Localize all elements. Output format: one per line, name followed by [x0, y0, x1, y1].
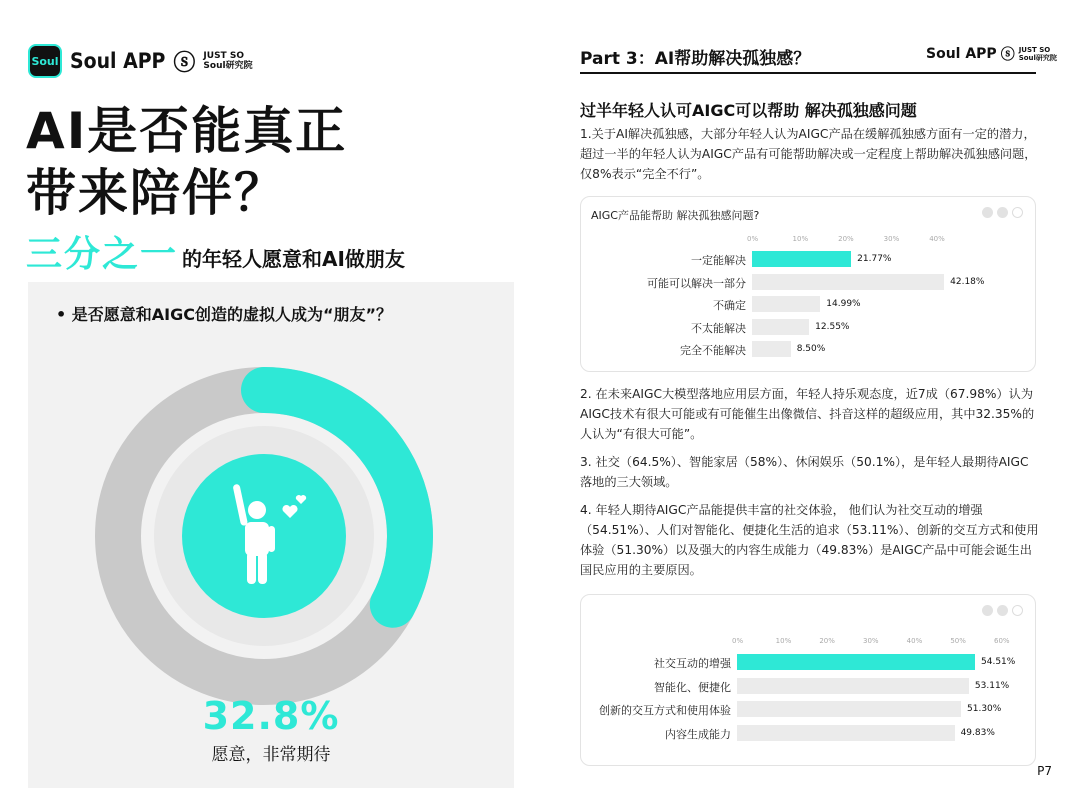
- plus-icon[interactable]: [982, 605, 993, 616]
- chart-1-controls: [982, 207, 1023, 218]
- bar-value-label: 21.77%: [857, 254, 892, 264]
- swirl-logo-icon: ⓢ: [173, 50, 196, 76]
- paragraph-1: 1.关于AI解决孤独感，大部分年轻人认为AIGC产品在缓解孤独感方面有一定的潜力，超过一半的年轻人认为AIGC产品有可能帮助解决或一定程度上帮助解决孤独感问题，仅8%表示“完全不行”。: [580, 127, 1037, 181]
- lab-name-small-bottom: Soul研究院: [1018, 54, 1057, 62]
- survey-question: • 是否愿意和AIGC创造的虚拟人成为“朋友”？: [56, 305, 393, 324]
- axis-tick-label: 0%: [732, 637, 744, 645]
- bar-value-label: 51.30%: [967, 704, 1002, 714]
- bar-category-label: 不太能解决: [691, 321, 746, 335]
- percent-label: 愿意，非常期待: [211, 745, 331, 765]
- minus-icon[interactable]: [997, 605, 1008, 616]
- donut-chart: [94, 366, 434, 706]
- right-page: [540, 0, 1080, 809]
- paragraph-2: 2. 在未来AIGC大模型落地应用层方面，年轻人持乐观态度，近7成（67.98%）认为AIGC技术有很大可能或有可能催生出像微信、抖音这样的超级应用，其中32.35%的人认为“有很大可能”。: [580, 387, 1035, 441]
- bar: [737, 701, 961, 717]
- brand-app-name: Soul APP: [70, 49, 166, 73]
- soul-logo: Soul: [28, 44, 62, 78]
- axis-tick-label: 60%: [994, 637, 1010, 645]
- bar: [752, 251, 851, 267]
- brand-header-small: [926, 44, 1057, 64]
- bar: [737, 654, 975, 670]
- bar-category-label: 一定能解决: [691, 254, 746, 267]
- brand-header: [28, 44, 253, 78]
- header-divider: [580, 72, 1036, 74]
- bar: [737, 678, 969, 694]
- lab-name-small: [1019, 46, 1057, 62]
- axis-tick-label: 0%: [747, 235, 759, 243]
- chart-card-2: [580, 594, 1036, 766]
- page-number: P7: [1037, 764, 1052, 778]
- bar: [752, 319, 809, 335]
- axis-tick-label: 20%: [838, 235, 854, 243]
- minus-icon[interactable]: [997, 207, 1008, 218]
- lab-name-top: JUST SO: [203, 51, 244, 61]
- axis-tick-label: 30%: [863, 637, 879, 645]
- reset-icon[interactable]: [1012, 207, 1023, 218]
- percent-value: 32.8%: [202, 694, 340, 738]
- axis-tick-label: 10%: [792, 235, 809, 243]
- subheadline: [26, 226, 405, 277]
- bar-category-label: 不确定: [713, 299, 746, 312]
- reset-icon[interactable]: [1012, 605, 1023, 616]
- bar: [752, 296, 820, 312]
- headline-line-1: AI是否能真正: [26, 102, 348, 160]
- axis-tick-label: 30%: [883, 235, 900, 243]
- section-title: 过半年轻人认可AIGC可以帮助 解决孤独感问题: [580, 101, 917, 120]
- bar-value-label: 53.11%: [974, 680, 1010, 691]
- headline-line-2: 带来陪伴？: [26, 164, 286, 222]
- axis-tick-label: 20%: [819, 637, 835, 645]
- bar-value-label: 54.51%: [981, 657, 1016, 667]
- bar-value-label: 42.18%: [950, 276, 985, 287]
- bar-category-label: 可能可以解决一部分: [647, 276, 746, 290]
- axis-tick-label: 40%: [929, 235, 945, 243]
- bar-value-label: 8.50%: [796, 344, 826, 354]
- chart-2-controls: [982, 605, 1023, 616]
- donut-panel: [28, 282, 514, 788]
- headline: [26, 100, 347, 224]
- bar-value-label: 14.99%: [826, 299, 861, 309]
- chart-card-1: [580, 196, 1036, 372]
- axis-tick-label: 50%: [950, 637, 966, 645]
- plus-icon[interactable]: [982, 207, 993, 218]
- lab-name-small-top: JUST SO: [1018, 46, 1051, 54]
- paragraph-4: 4. 年轻人期待AIGC产品能提供丰富的社交体验， 他们认为社交互动的增强（54.51%）、人们对智能化、便捷化生活的追求（53.11%）、创新的交互方式和使用体验（51.30%）以及强大的内容生成能力（49.83%）是AIGC产品中可能会诞生出国民应用的主要原因。: [580, 503, 1039, 577]
- subheadline-rest: 的年轻人愿意和AI做朋友: [182, 247, 405, 271]
- subheadline-highlight: 三分之一: [26, 234, 179, 275]
- lab-name-bottom: Soul研究院: [203, 61, 253, 71]
- bar-category-label: 创新的交互方式和使用体验: [599, 704, 731, 717]
- bar-category-label: 智能化、便捷化: [654, 680, 731, 694]
- bar-category-label: 内容生成能力: [665, 727, 731, 741]
- bar: [752, 274, 944, 290]
- bar-category-label: 社交互动的增强: [654, 657, 731, 670]
- bar-value-label: 12.55%: [815, 321, 850, 332]
- axis-tick-label: 10%: [775, 637, 792, 645]
- axis-tick-label: 40%: [906, 637, 923, 645]
- part-title: Part 3：AI帮助解决孤独感？: [580, 49, 811, 69]
- lab-name: [203, 51, 252, 71]
- swirl-logo-icon-small: ⓢ: [1000, 47, 1015, 63]
- paragraph-3: 3. 社交（64.5%）、智能家居（58%）、休闲娱乐（50.1%），是年轻人最期待AIGC落地的三大领域。: [580, 455, 1029, 489]
- bar: [752, 341, 791, 357]
- chart-1-title: AIGC产品能帮助 解决孤独感问题?: [591, 209, 760, 222]
- bar: [737, 725, 955, 741]
- bar-value-label: 49.83%: [960, 727, 995, 738]
- bar-category-label: 完全不能解决: [680, 344, 746, 357]
- brand-app-name-small: Soul APP: [926, 46, 997, 62]
